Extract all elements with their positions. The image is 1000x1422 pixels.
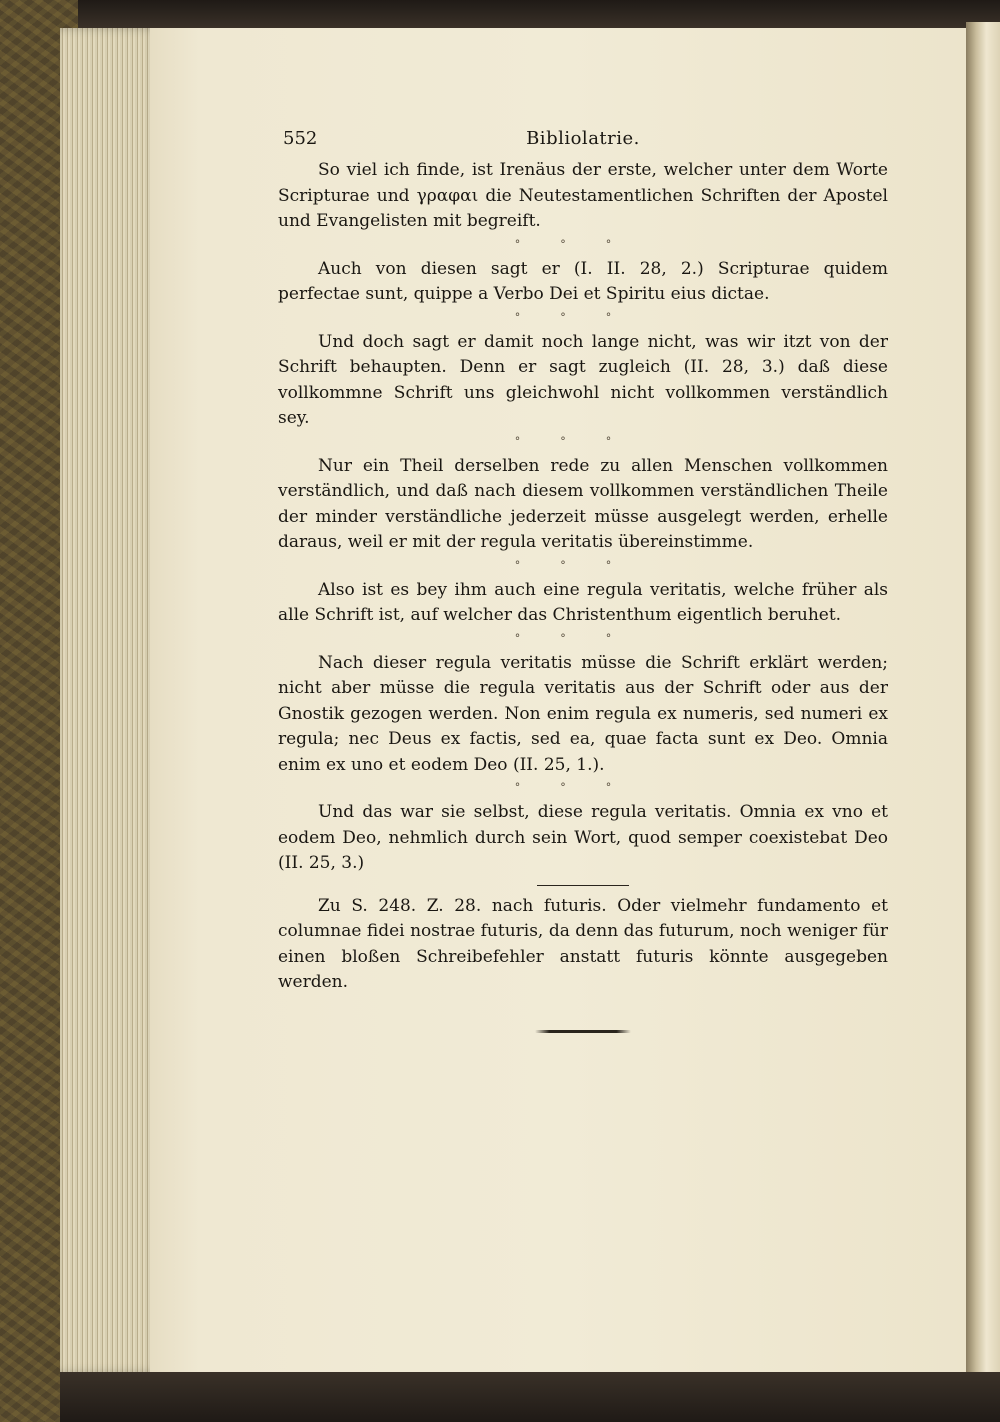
- paragraph-2: Auch von diesen sagt er (I. II. 28, 2.) Scripturae quidem perfectae sunt, quippe a Verbo Dei et Spiritu eius dictae.: [278, 258, 888, 304]
- running-title: Bibliolatrie.: [526, 128, 640, 149]
- paragraph-separator: °°°: [514, 558, 652, 572]
- book-gutter: [966, 22, 1000, 1382]
- paragraph-separator: °°°: [514, 781, 652, 794]
- paragraph-1: So viel ich finde, ist Irenäus der erste, welcher unter dem Worte Scripturae und γραφαι die Neutestamentlichen Schriften der Apostel und Evangelisten mit begreift.: [278, 160, 888, 231]
- paragraph-separator: °°°: [514, 434, 652, 448]
- scan-background-bottom: [60, 1372, 1000, 1422]
- footnote-text: Zu S. 248. Z. 28. nach futuris. Oder vielmehr fundamento et columnae fidei nostrae futuris, da denn das futurum, noch weniger für einen bloßen Schreibefehler anstatt futuris könnte ausgegeben werden.: [278, 895, 888, 992]
- paragraph-5: Also ist es bey ihm auch eine regula veritatis, welche früher als alle Schrift ist, auf welcher das Christenthum eigentlich beruhet.: [278, 579, 888, 625]
- scan-background-top: [60, 0, 1000, 28]
- paragraph-7: Und das war sie selbst, diese regula veritatis. Omnia ex vno et eodem Deo, nehmlich durch sein Wort, quod semper coexistebat Deo (II. 25, 3.): [278, 802, 888, 873]
- paragraph-separator: °°°: [514, 631, 652, 645]
- page-edges: [60, 28, 160, 1373]
- paragraph-4: Nur ein Theil derselben rede zu allen Menschen vollkommen verständlich, und daß nach diesem vollkommen verständlichen Theile der minder verständliche jederzeit müsse ausgelegt werden, erhelle daraus, weil er mit der regula veritatis übereinstimme.: [278, 455, 888, 552]
- paragraph-3: Und doch sagt er damit noch lange nicht, was wir itzt von der Schrift behaupten. Denn er sagt zugleich (II. 28, 3.) daß diese vollkommne Schrift uns gleichwohl nicht vollkommen verständlich sey.: [278, 331, 888, 428]
- paragraph-6: Nach dieser regula veritatis müsse die Schrift erklärt werden; nicht aber müsse die regula veritatis aus der Schrift oder aus der Gnostik gezogen werden. Non enim regula ex numeris, sed numeri ex regula; nec Deus ex factis, sed ea, quae facta sunt ex Deo. Omnia enim ex uno et eodem Deo (II. 25, 1.).: [278, 652, 888, 775]
- paragraph-separator: °°°: [514, 310, 652, 324]
- page-header: [278, 128, 888, 158]
- page-text: [278, 128, 888, 1033]
- paragraph-separator: °°°: [514, 237, 652, 251]
- footnote-rule: [537, 885, 629, 886]
- end-ornament-rule: [535, 1030, 631, 1033]
- page-number: 552: [283, 128, 318, 149]
